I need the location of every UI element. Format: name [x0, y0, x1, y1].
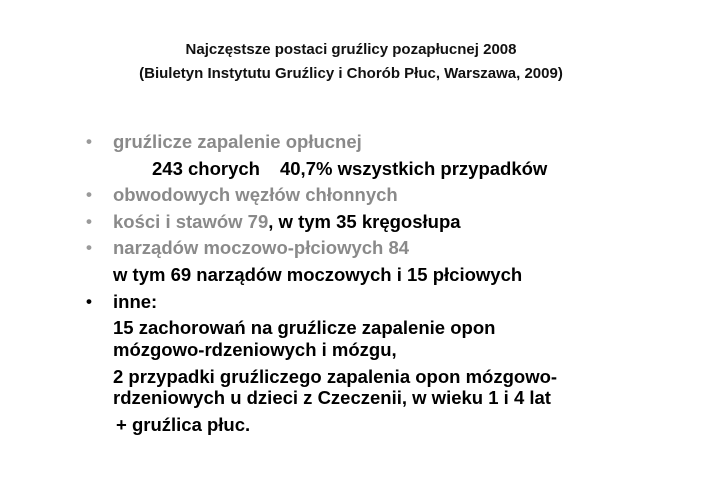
item-urogenital-detail: w tym 69 narządów moczowych i 15 płciowych: [113, 264, 523, 285]
item-lymph-label: obwodowych węzłów chłonnych: [113, 184, 398, 205]
slide-title-line2: (Biuletyn Instytutu Gruźlicy i Chorób Płuc, Warszawa, 2009): [139, 65, 563, 82]
item-bones-label: kości i stawów 79: [113, 211, 269, 232]
bullet-icon: •: [86, 238, 92, 257]
item-pleura-percent: 40,7% wszystkich przypadków: [279, 158, 548, 179]
item-bones: [113, 211, 461, 233]
item-other-detail2-line1: 2 przypadki gruźliczego zapalenia opon mózgowo-: [113, 366, 558, 387]
item-other-detail1-line2: mózgowo-rdzeniowych i mózgu,: [113, 339, 397, 360]
item-pleura-label: gruźlicze zapalenie opłucnej: [113, 131, 362, 152]
bullet-icon: •: [86, 292, 92, 311]
bullet-icon: •: [86, 132, 92, 151]
item-other-label: inne:: [113, 291, 158, 312]
bullet-icon: •: [86, 185, 92, 204]
item-other-detail2-line2: rdzeniowych u dzieci z Czeczenii, w wieku 1 i 4 lat: [113, 387, 551, 408]
item-other-detail3: + gruźlica płuc.: [116, 414, 251, 435]
item-urogenital-label: narządów moczowo-płciowych 84: [113, 237, 410, 258]
item-pleura-count: 243 chorych: [152, 158, 260, 179]
item-bones-spine: , w tym 35 kręgosłupa: [268, 211, 461, 232]
item-pleura-detail: [152, 158, 547, 180]
slide-title-line1: Najczęstsze postaci gruźlicy pozapłucnej 2008: [185, 41, 517, 58]
item-other-detail1-line1: 15 zachorowań na gruźlicze zapalenie opon: [113, 317, 496, 338]
bullet-icon: •: [86, 212, 92, 231]
